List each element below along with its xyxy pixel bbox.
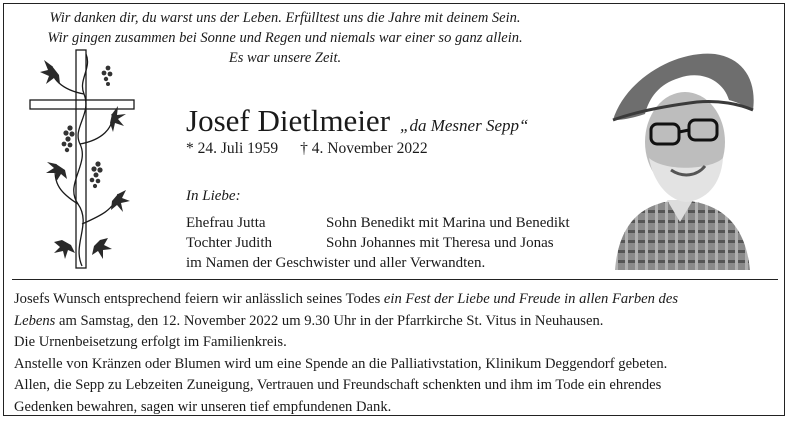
verse-line-1: Wir danken dir, du warst uns der Leben. Erfülltest uns die Jahre mit deinem Sein. bbox=[49, 10, 521, 26]
notice-line-1-emphasis: ein Fest der Liebe und Freude in allen Farben des bbox=[383, 291, 679, 307]
notice-line-2 bbox=[14, 311, 778, 333]
birth-date: * 24. Juli 1959 bbox=[186, 140, 279, 157]
cross-with-vine-icon bbox=[22, 44, 140, 272]
verse-line-3: Es war unsere Zeit. bbox=[228, 50, 342, 66]
mourner-son-johannes: Sohn Johannes mit Theresa und Jonas bbox=[326, 235, 554, 251]
deceased-nickname: „da Mesner Sepp“ bbox=[400, 116, 529, 135]
notice-thanks-1: Allen, die Sepp zu Lebzeiten Zuneigung, Vertrauen und Freundschaft schenkten und ihm im Tode ein ehrendes bbox=[14, 377, 662, 393]
mourners-relatives: im Namen der Geschwister und aller Verwandten. bbox=[186, 255, 486, 271]
life-dates bbox=[186, 140, 450, 158]
notice-thanks-2: Gedenken bewahren, sagen wir unseren tief empfundenen Dank. bbox=[14, 398, 392, 415]
notice-donation: Anstelle von Kränzen oder Blumen wird um eine Spende an die Palliativstation, Klinikum Deggendorf gebeten. bbox=[14, 355, 668, 372]
mourners-left bbox=[186, 213, 272, 253]
deceased-name: Josef Dietlmeier bbox=[186, 103, 391, 138]
notice-text bbox=[14, 289, 778, 418]
mourners-right bbox=[326, 213, 570, 253]
mourner-son-benedikt: Sohn Benedikt mit Marina und Benedikt bbox=[326, 215, 570, 231]
notice-line-2-text: am Samstag, den 12. November 2022 um 9.30 Uhr in der Pfarrkirche St. Vitus in Neuhausen. bbox=[55, 312, 604, 329]
deceased-header bbox=[186, 104, 528, 143]
notice-burial: Die Urnenbeisetzung erfolgt im Familienkreis. bbox=[14, 334, 287, 350]
mourners-intro: In Liebe: bbox=[186, 188, 241, 204]
mourner-wife: Ehefrau Jutta bbox=[186, 215, 266, 231]
death-date: † 4. November 2022 bbox=[300, 140, 428, 157]
verse-line-2: Wir gingen zusammen bei Sonne und Regen und niemals war einer so ganz allein. bbox=[47, 30, 523, 46]
notice-line-1 bbox=[14, 289, 778, 311]
portrait-photo bbox=[605, 40, 755, 270]
notice-line-2-emphasis: Lebens bbox=[14, 312, 56, 329]
divider bbox=[12, 279, 778, 280]
notice-line-1-text: Josefs Wunsch entsprechend feiern wir anlässlich seines Todes bbox=[14, 291, 384, 307]
mourner-daughter: Tochter Judith bbox=[186, 235, 273, 251]
